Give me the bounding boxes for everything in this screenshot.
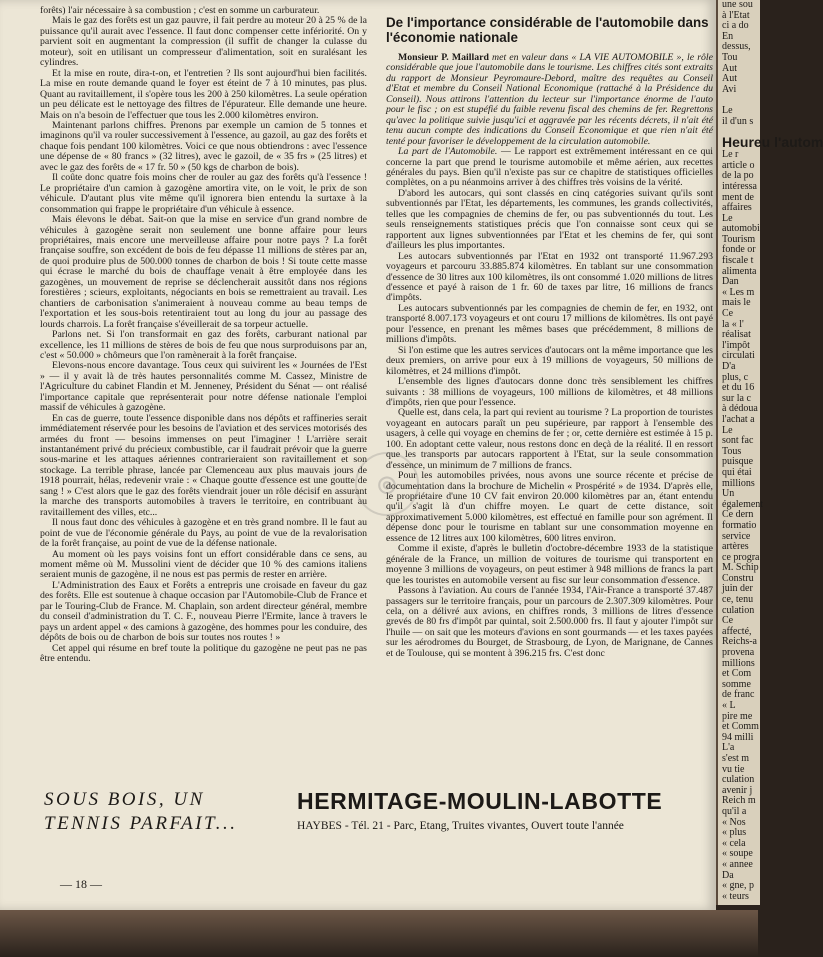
- paragraph: D'abord les autocars, qui sont classés en cinq catégories suivant qu'ils sont subventionnés par l'Etat, les départements, les communes, les grands collectivités, telles que les compagnies de chemins de fer, ou pas subventionnés du tout. Les seuls renseignements statistiques précis que l'on connaisse sont ceux qui se rapportent aux lignes subventionnées par l'Etat et les chemins de fer, qui sont d'ailleurs les plus importantes.: [386, 187, 713, 252]
- adjacent-page-edge: [716, 0, 823, 905]
- left-column: [40, 6, 367, 766]
- adjacent-page-line: l'impôt: [722, 339, 750, 351]
- adjacent-page-line: Aut: [722, 73, 737, 85]
- adjacent-page-line: « annee: [722, 858, 753, 870]
- intro-signature: Monsieur P. Maillard: [398, 52, 489, 63]
- adjacent-page-line: Dan: [722, 276, 739, 288]
- adjacent-page-line: également: [722, 498, 764, 510]
- adjacent-page-line: « gne, p: [722, 880, 754, 892]
- paragraph: Et la mise en route, dira-t-on, et l'entretien ? Ils sont aujourd'hui bien facilités. La mise en route demande quand le foyer est éteint de 7 à 10 minutes, pas plus. Quant au ravitaillement, il s'opère tous les 200 à 250 kilomètres. La seule opération un peu délicate est le nettoyage des filtres de l'épurateur. Elle demande une heure. Mais on n'a besoin de l'effectuer que tous les 2.000 kilomètres environ.: [40, 67, 367, 121]
- paragraph: L'ensemble des lignes d'autocars donne donc très sensiblement les chiffres suivants : 38 millions de voyageurs, 100 millions de kilomètres, et 48 millions d'impôts, rien que pour l'essence.: [386, 376, 713, 408]
- ad-slogan-line: SOUS BOIS, UN: [44, 789, 205, 810]
- adjacent-page-line: « Nos: [722, 816, 746, 828]
- adjacent-page-line: de la po: [722, 170, 754, 182]
- paragraph: forêts) l'air nécessaire à sa combustion ; c'est en somme un carburateur.: [40, 5, 320, 16]
- paragraph: Il coûte donc quatre fois moins cher de rouler au gaz des forêts qu'à l'essence ! Le propriétaire d'un camion à gazogène amortira vite, on le voit, le prix de son véhicule. D'autant plus vite même qu'il ignorera bien entendu la surtaxe à la consommation qui frappe le propriétaire d'un véhicule à essence.: [40, 172, 367, 215]
- adjacent-page-line: artères: [722, 541, 749, 553]
- adjacent-page-line: Ce: [722, 615, 734, 627]
- adjacent-page-line: L'a: [722, 742, 735, 754]
- adjacent-page-line: et Comm: [722, 721, 759, 733]
- ad-details: HAYBES - Tél. 21 - Parc, Etang, Truites vivantes, Ouvert toute l'année: [297, 820, 624, 832]
- adjacent-page-line: Reichs-a: [722, 636, 757, 648]
- adjacent-page-line: culation: [722, 774, 755, 786]
- adjacent-page-line: article o: [722, 159, 755, 171]
- paragraph: Maintenant parlons chiffres. Prenons par exemple un camion de 5 tonnes et imaginons qu'il va rouler successivement à l'essence, au gazoil, au gaz des forêts et chaque fois pendant 100 kilomètres. Voici ce que nous obtiendrons : avec l'essence une dépense de « 80 francs » (32 litres), avec le gazoil, de « 35 frs » (25 litres) et avec le gaz des forêts de « 17 fr. 50 » (50 kgs de charbon de bois).: [40, 119, 367, 173]
- article-intro: [386, 53, 713, 147]
- adjacent-page-line: Tous: [722, 445, 742, 457]
- adjacent-page-line: intéressa: [722, 180, 757, 192]
- adjacent-page-lines-2: [718, 149, 764, 902]
- paragraph: Les autocars subventionnés par l'Etat en 1932 ont transporté 11.967.293 voyageurs et parcouru 33.885.874 kilomètres. En tablant sur une consommation d'essence de 30 litres aux 100 kilomètres, ils ont consommé 1.020 millions de litres d'essence et payé à raison de 1 fr. 60 de taxes par litre, 16 millions de francs d'impôts.: [386, 250, 713, 304]
- adjacent-page-heading: Heureu l'autom: [722, 134, 823, 151]
- paragraph: L'Administration des Eaux et Forêts a entrepris une croisade en faveur du gaz des forêts. Elle est soutenue à chaque occasion par l'Automobile-Club de France et par le Touring-Club de France. M. Chaplain, son ardent directeur général, membre du conseil d'administration du T. C. F., nouveau Pierre l'Ermite, lance à travers le pays un ardent appel « des camions à gazogène, des hommes pour les conduire, des dépôts de bois ou de charbon de bois sur toutes nos routes ! »: [40, 579, 368, 644]
- adjacent-page-line: millions: [722, 477, 755, 489]
- adjacent-page-line: fiscale t: [722, 255, 754, 267]
- adjacent-page-line: il d'un s: [722, 115, 754, 127]
- adjacent-page-line: l'achat a: [722, 413, 755, 425]
- ad-slogan: [44, 788, 274, 836]
- adjacent-page-line: Aut: [722, 62, 737, 74]
- adjacent-page-line: sur la c: [722, 392, 751, 404]
- paragraph: Elevons-nous encore davantage. Tous ceux qui suivirent les « Journées de l'Est » — il y avait là de très hautes personnalités comme M. Cassez, Ministre de l'Agriculture du cabinet Flandin et M. Jenneney, Président du Sénat — ont réalisé l'importance capitale que représenterait pour notre défense nationale l'emploi massif de véhicules à gazogène.: [40, 360, 367, 414]
- adjacent-page-line: « cela: [722, 837, 746, 849]
- section-heading: La part de l'Automobile.: [398, 146, 498, 158]
- paragraph: Si l'on estime que les autres services d'autocars ont la même importance que les deux premiers, on arrive pour eux à 19 millions de voyageurs, 50 millions de kilomètres, et 24 millions d'impôt.: [386, 344, 713, 377]
- adjacent-page-line: Tourism: [722, 233, 756, 245]
- adjacent-page-line: réalisat: [722, 329, 751, 341]
- adjacent-page-line: pire me: [722, 710, 753, 722]
- adjacent-page-line: Le r: [722, 149, 739, 161]
- adjacent-page-line: Constru: [722, 572, 754, 584]
- right-column: [386, 6, 713, 851]
- adjacent-page-line: M. Schip: [722, 562, 759, 574]
- ad-slogan-line: TENNIS PARFAIT...: [44, 813, 238, 834]
- adjacent-page-line: Un: [722, 488, 735, 500]
- adjacent-page-line: Avi: [722, 83, 737, 95]
- paragraph: [386, 147, 713, 189]
- paragraph: Passons à l'aviation. Au cours de l'année 1934, l'Air-France a transporté 37.487 passagers sur le territoire français, pour un parcours de 2.307.309 kilomètres. Pour cela, on a délivré aux avions, en chiffres ronds, 3 millions de litres d'essence grevés de 80 frs d'impôt par quintal, soit 2.500.000 frs. Il faut y ajouter l'impôt sur l'huile — on sait que les moteurs d'avions en sont gourmands — et les taxes payées sur les aérodromes du Bourget, de Strasbourg, de Lyon, de Marignane, de Cannes et de Toulouse, qui se montent à 396.215 frs. C'est donc: [386, 585, 713, 659]
- paragraph: Cet appel qui résume en bref toute la politique du gazogène ne peut pas ne pas être entendu.: [40, 642, 367, 665]
- adjacent-page-line: affecté,: [722, 625, 752, 637]
- adjacent-page-line: ment de: [722, 191, 754, 203]
- adjacent-page-line: « soupe: [722, 848, 753, 860]
- adjacent-page-line: dessus,: [722, 41, 751, 53]
- adjacent-page-line: Le: [722, 212, 733, 224]
- page-number: — 18 —: [60, 877, 102, 891]
- adjacent-page-line: provena: [722, 647, 755, 659]
- adjacent-page-line: millions: [722, 657, 755, 669]
- paragraph: Pour les automobiles privées, nous avons une source récente et précise de documentation dans la brochure de Michelin « Prospérité » de 1934. D'après elle, le propriétaire d'une 10 CV fait environ 20.000 kilomètres par an, étant entendu qu'il s'agit là d'un chiffre moyen. Le quart de cette distance, soit approximativement 5.000 kilomètres, est effectué en famille pour son agrément. Il dépense donc pour le tourisme en tablant sur une consommation moyenne en essence de 12 litres aux 100 kilomètres, 600 litres environ.: [386, 470, 713, 544]
- adjacent-page-line: sont fac: [722, 435, 754, 447]
- paragraph: Parlons net. Si l'on transformait en gaz des forêts, carburant national par excellence, les 11 millions de stères de bois de feu que nous surproduisons par an, c'est « 50.000 » chômeurs que l'on ramènerait à la forêt française.: [40, 329, 367, 361]
- adjacent-page-line: automobi: [722, 223, 760, 235]
- adjacent-page-line: affaires: [722, 202, 752, 214]
- adjacent-page-line: vu tie: [722, 763, 745, 775]
- paragraph: Mais élevons le débat. Sait-on que la mise en service d'un grand nombre de véhicules à gazogène serait non seulement une bonne affaire pour leurs propriétaires, mais encore une merveilleuse affaire pour notre pays ? La forêt française souffre, son excédent de bois de feu dépasse 11 millions de stères par an, de quoi produire plus de 500.000 tonnes de charbon de bois ! Si toute cette masse qui écrase le marché du bois de chauffage venait à être employée dans les gazogènes, un mouvement de reprise se déclencherait aussitôt dans nos régions forestières ; scieurs, exploitants, négociants en bois se remettraient au travail. Les chantiers de carbonisation s'animeraient à nouveau comme au beau temps de l'exportation et les sous-bois retentiraient tout au long du jour au passage des lourds charrois. La forêt française s'éveillerait de sa torpeur actuelle.: [40, 214, 367, 330]
- adjacent-page-line: Reich m: [722, 795, 756, 807]
- adjacent-page-line: qui étai: [722, 466, 752, 478]
- adjacent-page-line: « Les m: [722, 286, 755, 298]
- adjacent-page-line: et Com: [722, 668, 752, 680]
- adjacent-page-line: à l'Etat: [722, 9, 750, 21]
- adjacent-page-line: 94 milli: [722, 731, 754, 743]
- adjacent-page-line: circulati: [722, 350, 755, 362]
- adjacent-page-line: s'est m: [722, 752, 750, 764]
- adjacent-page-line: à dédoua: [722, 403, 758, 415]
- adjacent-page-line: avenir j: [722, 784, 753, 796]
- adjacent-page-line: ce progra: [722, 551, 760, 563]
- adjacent-page-line: puisque: [722, 456, 754, 468]
- adjacent-page-line: service: [722, 530, 751, 542]
- adjacent-page-line: Tou: [722, 51, 738, 63]
- adjacent-page-line: « plus: [722, 827, 747, 839]
- intro-text: met en valeur dans « LA VIE AUTOMOBILE », le rôle considérable que joue l'automobile dans le tourisme. Les chiffres cités sont extraits du rapport de Monsieur Peyromaure-Debord, maître des requêtes au Conseil d'Etat et membre du Conseil National Economique (rattaché à la Présidence du Conseil). Nous attirons l'attention du lecteur sur l'importance énorme de l'auto pour le fisc ; on est stupéfié du faible revenu fiscal des chemins de fer. Regrettons qu'avec la politique suivie jusqu'ici et aggravée par les récents décrets, il n'ait été tenu aucun compte des indications du Conseil Economique et que rien n'ait été tenté pour favoriser le développement de la circulation automobile.: [386, 52, 713, 147]
- adjacent-page-line: Le: [722, 104, 733, 116]
- advertisement: [44, 788, 716, 852]
- library-stamp: ◎: [355, 452, 419, 516]
- adjacent-page-line: Le: [722, 424, 733, 436]
- adjacent-page-line: plus, c: [722, 371, 749, 383]
- adjacent-page-line: culation: [722, 604, 755, 616]
- adjacent-page-line: alimenta: [722, 265, 757, 277]
- article-title: De l'importance considérable de l'automobile dans l'économie nationale: [386, 15, 709, 45]
- adjacent-page-line: et du 16: [722, 382, 755, 394]
- ad-business-name: HERMITAGE-MOULIN-LABOTTE: [297, 788, 663, 814]
- adjacent-page-line: ci a do: [722, 20, 749, 32]
- page-bottom-edge: [0, 910, 758, 957]
- paragraph: Quelle est, dans cela, la part qui revient au tourisme ? La proportion de touristes voyageant en autocars paraît un peu supérieure, par rapport à l'ensemble des usagers, à celle qui voyage en chemins de fer ; or, cette dernière est estimée à 15 p. 100. En adoptant cette valeur, nous restons donc en deçà de la réalité. Il en ressort que les transports par autocars rapportent à l'Etat, sur la seule consommation d'essence, un minimum de 7 millions de francs.: [386, 407, 713, 471]
- paragraph: Mais le gaz des forêts est un gaz pauvre, il fait perdre au moteur 20 à 25 % de la puissance qu'il aurait avec l'essence. Il faut donc compenser cette infériorité. On y parvient soit en augmentant la compression (il suffit de changer la culasse du moteur), soit en utilisant un compresseur d'alimentation, soit en suralésant les cylindres.: [40, 15, 367, 69]
- adjacent-page-line: somme: [722, 678, 751, 690]
- adjacent-page-line: de franc: [722, 689, 755, 701]
- adjacent-page-line: formatio: [722, 519, 757, 531]
- adjacent-page-lines: [718, 0, 760, 127]
- adjacent-page-line: une sou: [722, 0, 753, 10]
- paragraph: Il nous faut donc des véhicules à gazogène et en très grand nombre. Il le faut au point de vue de l'économie générale du Pays, au point de vue de la revalorisation de la forêt française, au point de vue de la défense nationale.: [40, 517, 367, 550]
- adjacent-page-line: fonde or: [722, 244, 756, 256]
- section-text: — Le rapport est extrêmement intéressant en ce qui concerne la part que prend le tourisme automobile et même aérien, aux recettes générales du pays. Bien qu'il n'existe pas sur ce chapitre de statistiques officielles complètes, on a pu néanmoins arriver à des chiffres très voisins de la vérité.: [386, 146, 713, 189]
- adjacent-page-line: Ce dern: [722, 509, 754, 521]
- adjacent-page-line: Da: [722, 869, 734, 881]
- adjacent-page-line: ce, tenu: [722, 594, 754, 606]
- paragraph: Comme il existe, d'après le bulletin d'octobre-décembre 1933 de la statistique générale de la France, un million de voitures de tourisme qui transportent en moyenne 3 millions de voyageurs, on peut estimer à 948 millions de francs la part que les touristes en automobile versent au fisc sur leur consommation d'essence.: [386, 543, 713, 586]
- adjacent-page-line: « L: [722, 700, 736, 711]
- adjacent-page-line: juin der: [722, 583, 753, 595]
- adjacent-page-line: mais le: [722, 297, 751, 309]
- adjacent-page-line: Ce: [722, 308, 734, 320]
- paragraph: En cas de guerre, toute l'essence disponible dans nos dépôts et raffineries serait immédiatement réservée pour les besoins de l'aviation et des services motorisés des armées du front — besoins immenses on peut l'imaginer ! L'arrière serait instantanément privé du précieux combustible, car il faudrait prévoir que la guerre sous-marine et les attaques aériennes contrarieraient son ravitaillement et son stockage. La terrible phrase, lancée par Clemenceau aux plus mauvais jours de 1918 pourrait, hélas, redevenir vraie : « Chaque goutte d'essence est une goutte de sang ! » C'est alors que le gaz des forêts viendrait jouer un rôle décisif en assurant la marche des transports automobiles à travers le territoire, en contribuant au ravitaillement des villes, etc...: [40, 412, 367, 518]
- adjacent-page-line: En: [722, 30, 734, 42]
- adjacent-page-line: qu'il a: [722, 805, 747, 817]
- paragraph: Au moment où les pays voisins font un effort considérable dans ce sens, au moment même où M. Mussolini vient de décider que 10 % des camions italiens seraient munis de gazogène, il ne nous est pas permis de rester en arrière.: [40, 548, 367, 581]
- paragraph: Les autocars subventionnés par les compagnies de chemin de fer, en 1932, ont transporté 8.007.173 voyageurs et ont couru 17 millions de kilomètres. Ils ont payé pour l'essence, en prenant les mêmes bases que précédemment, 8 millions de millions d'impôts.: [386, 302, 713, 346]
- adjacent-page-line: D'a: [722, 361, 736, 372]
- adjacent-page-line: « teurs: [722, 890, 749, 902]
- adjacent-page-line: la « l': [722, 318, 744, 330]
